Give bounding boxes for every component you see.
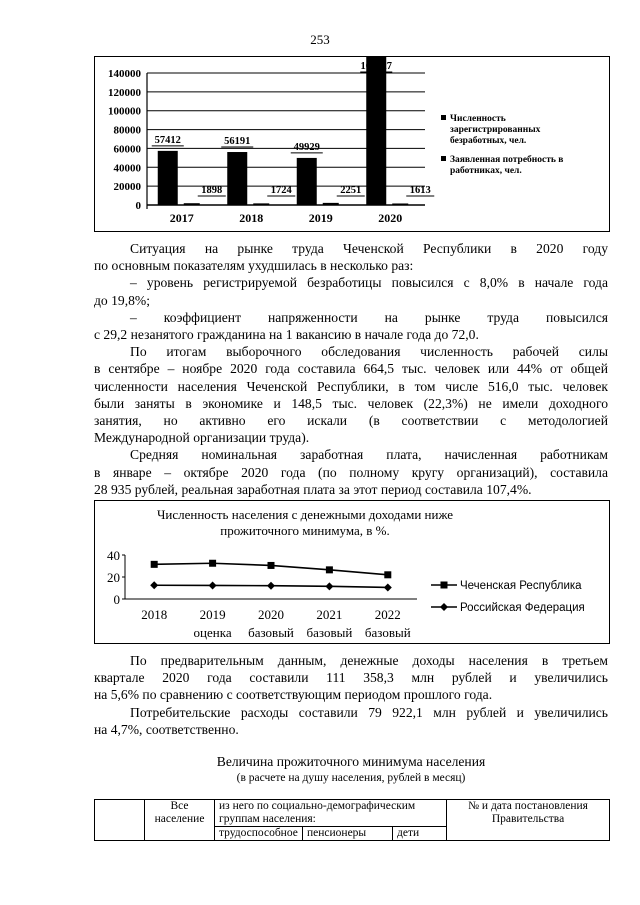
- table-header-row-1: [95, 800, 610, 827]
- table-header-by-groups: из него по социально-демографическим группам населения:: [215, 800, 447, 827]
- paragraph-p2-line2: до 19,8%;: [94, 292, 151, 308]
- y-tick-label: 60000: [113, 143, 141, 156]
- text-block-labor-market: [94, 240, 608, 498]
- legend-marker-diamond: [440, 603, 448, 611]
- paragraph-p1-line1: Ситуация на рынке труда Чеченской Республики в 2020 году: [130, 241, 608, 256]
- point-marker-diamond: [150, 581, 158, 589]
- point-marker-square: [209, 560, 216, 567]
- chart-title-line-1: Численность населения с денежными доходами ниже: [156, 507, 454, 522]
- point-marker-diamond: [209, 581, 217, 589]
- x-tick-label: 2019: [308, 211, 333, 225]
- table-header-blank: [95, 800, 145, 841]
- chart-title-line-2: прожиточного минимума, в %.: [220, 523, 390, 538]
- y-tick-label: 0: [113, 592, 120, 607]
- table-header-resolution: № и дата постановления Правительства: [447, 800, 610, 841]
- paragraph-p3-line1: – коэффициент напряженности на рынке труда повысился: [130, 309, 608, 325]
- x-tick-note: базовый: [306, 625, 353, 640]
- point-marker-diamond: [384, 583, 392, 591]
- x-tick-label: 2020: [378, 211, 403, 225]
- bar-unemployed: [227, 152, 247, 205]
- subsistence-minimum-table: [94, 799, 610, 841]
- data-label-demand: 2251: [340, 185, 362, 196]
- y-tick-label: 40: [107, 548, 120, 563]
- bar-demand: [253, 203, 269, 205]
- paragraph-p4-line4: были заняты в экономике и 148,5 тыс. человек (22,3%) не имели доходного: [94, 395, 608, 411]
- paragraph-p4-line3: численности населения Чеченской Республики, в том числе 516,0 тыс. человек: [94, 378, 608, 394]
- unemployment-bar-chart-svg: [95, 57, 611, 233]
- y-tick-label: 140000: [108, 68, 141, 80]
- y-tick-label: 40000: [113, 162, 141, 175]
- x-tick-note: оценка: [193, 625, 232, 640]
- x-tick-label: 2022: [374, 607, 401, 622]
- bar-demand: [392, 203, 408, 205]
- table-header-all-population: Все население: [145, 800, 215, 841]
- table-header-pensioners: пенсионеры: [303, 827, 393, 841]
- paragraph-p7-line1: Потребительские расходы составили 79 922,1 млн рублей и увеличились: [130, 704, 608, 720]
- legend-label: безработных, чел.: [450, 136, 527, 146]
- table-header-children: дети: [393, 827, 447, 841]
- y-tick-label: 100000: [108, 105, 141, 118]
- point-marker-square: [384, 571, 391, 578]
- data-label-unemployed: 163327: [360, 61, 392, 72]
- data-label-demand: 1613: [409, 185, 431, 196]
- paragraph-p5-line1: Средняя номинальная заработная плата, начисленная работникам: [130, 447, 608, 463]
- bar-demand: [323, 203, 339, 205]
- page-number: 253: [310, 32, 330, 47]
- legend-swatch: [441, 156, 446, 161]
- point-marker-diamond: [325, 582, 333, 590]
- paragraph-p4-line6: Международной организации труда).: [94, 430, 310, 446]
- x-tick-note: базовый: [248, 625, 294, 640]
- paragraph-p4-line2: в сентябре – ноябре 2020 года составила 664,5 тыс. человек или 44% от общей: [94, 361, 608, 377]
- bar-demand: [184, 203, 200, 205]
- unemployment-bar-chart: [94, 56, 610, 232]
- x-tick-note: базовый: [364, 625, 411, 640]
- legend-label: зарегистрированных: [450, 125, 541, 135]
- paragraph-p6-line2: квартале 2020 года составили 111 358,3 млн рублей и увеличились: [94, 670, 608, 686]
- paragraph-p4-line1: По итогам выборочного обследования численность рабочей силы: [130, 344, 608, 360]
- y-tick-label: 20000: [113, 181, 141, 194]
- bar-unemployed: [366, 57, 386, 205]
- y-tick-label: 120000: [108, 86, 141, 99]
- data-label-demand: 1898: [201, 185, 223, 196]
- data-label-unemployed: 49929: [293, 141, 320, 153]
- legend-marker-square: [441, 582, 448, 589]
- paragraph-p5-line2: в январе – октябре 2020 года (по полному кругу организаций), составила: [94, 464, 608, 480]
- x-tick-label: 2018: [239, 211, 264, 225]
- x-tick-label: 2021: [316, 607, 343, 622]
- paragraph-p6-line3: на 5,6% по сравнению с соответствующим периодом прошлого года.: [94, 687, 493, 703]
- bar-unemployed: [158, 151, 178, 205]
- y-tick-label: 0: [135, 200, 141, 212]
- y-tick-label: 80000: [113, 124, 141, 137]
- x-tick-label: 2019: [199, 607, 226, 622]
- point-marker-square: [151, 561, 158, 568]
- table-title: Величина прожиточного минимума населения: [216, 754, 486, 769]
- x-tick-label: 2017: [169, 211, 194, 225]
- point-marker-square: [326, 566, 333, 573]
- paragraph-p6-line1: По предварительным данным, денежные доходы населения в третьем: [130, 653, 608, 668]
- point-marker-diamond: [267, 582, 275, 590]
- paragraph-p2-line1: – уровень регистрируемой безработицы повысился с 8,0% в начале года: [130, 275, 608, 291]
- y-tick-label: 20: [107, 570, 120, 585]
- x-tick-label: 2018: [141, 607, 168, 622]
- paragraph-p7-line2: на 4,7%, соответственно.: [94, 721, 239, 737]
- paragraph-p5-line3: 28 935 рублей, реальная заработная плата за этот период составила 107,4%.: [94, 481, 532, 497]
- data-label-demand: 1724: [270, 185, 292, 196]
- x-tick-label: 2020: [258, 607, 284, 622]
- text-block-incomes: [94, 652, 608, 738]
- poverty-line-chart: [94, 500, 610, 644]
- legend-label: Численность: [450, 114, 506, 124]
- poverty-line-chart-svg: [95, 501, 611, 645]
- legend-swatch: [441, 115, 446, 120]
- data-label-unemployed: 56191: [224, 136, 251, 148]
- legend-label: Российская Федерация: [460, 602, 585, 614]
- paragraph-p4-line5: занятия, но активно его искали (в соответствии с методологией: [94, 413, 608, 429]
- legend-label: Чеченская Республика: [460, 580, 582, 592]
- paragraph-p1-line2: по основным показателям ухудшилась в несколько раз:: [94, 258, 414, 274]
- legend-label: работниках, чел.: [450, 166, 522, 176]
- bar-unemployed: [297, 158, 317, 205]
- data-label-unemployed: 57412: [154, 134, 181, 146]
- legend-label: Заявленная потребность в: [450, 155, 564, 165]
- table-header-working-age: трудоспособное: [215, 827, 303, 841]
- paragraph-p3-line2: с 29,2 незанятого гражданина на 1 вакансию в начале года до 72,0.: [94, 327, 479, 343]
- table-subtitle: (в расчете на душу населения, рублей в месяц): [236, 772, 466, 784]
- point-marker-square: [268, 562, 275, 569]
